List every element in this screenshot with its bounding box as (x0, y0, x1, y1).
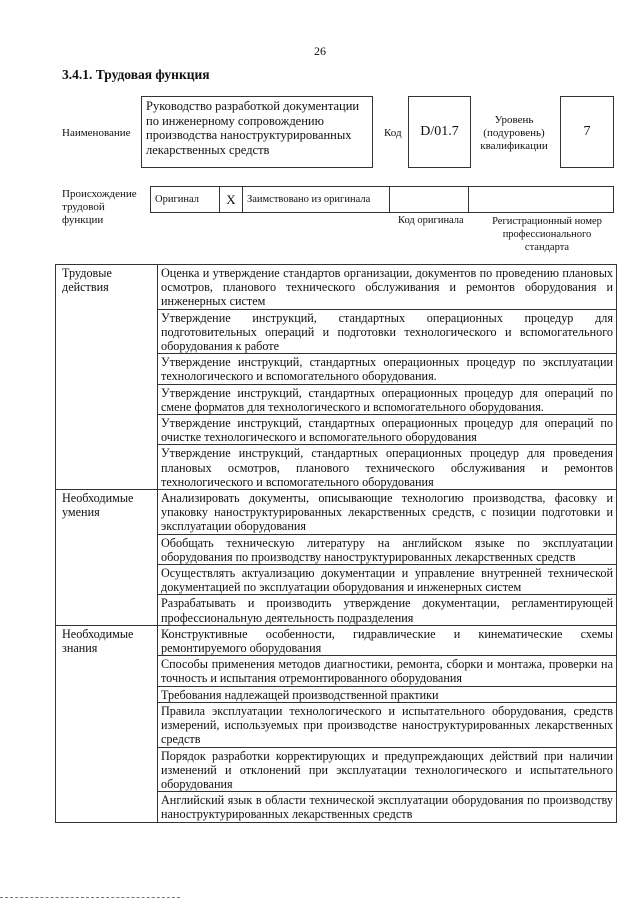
function-details-table (55, 264, 617, 823)
level-box (560, 96, 614, 168)
function-name-box (141, 96, 373, 168)
origin-borrowed: Заимствовано из оригинала (247, 194, 371, 205)
item-cell: Способы применения методов диагностики, ремонта, сборки и монтажа, проверки на точность и испытания отремонтированного оборудования (158, 656, 617, 686)
code-box (408, 96, 471, 168)
item-cell: Утверждение инструкций, стандартных операционных процедур для операций по очистке технологического и вспомогательного оборудования (158, 415, 617, 445)
item-cell: Утверждение инструкций, стандартных операционных процедур по эксплуатации технологического и вспомогательного оборудования. (158, 354, 617, 384)
category-cell: Необходимые знания (56, 625, 158, 822)
table-row (56, 265, 617, 310)
category-cell: Необходимые умения (56, 490, 158, 626)
item-cell: Утверждение инструкций, стандартных операционных процедур для подготовительных операций и подготовки технологического и вспомогательного оборудования к работе (158, 309, 617, 354)
level-value: 7 (583, 124, 591, 139)
item-cell: Осуществлять актуализацию документации и управление внутренней технической документацией по эксплуатации оборудования и инженерных систем (158, 565, 617, 595)
table-row (56, 625, 617, 655)
code-value: D/01.7 (420, 124, 459, 139)
page-number: 26 (314, 44, 326, 58)
item-cell: Обобщать техническую литературу на английском языке по эксплуатации оборудования по производству наноструктурированных лекарственных средств (158, 534, 617, 564)
item-cell: Конструктивные особенности, гидравлические и кинематические схемы ремонтируемого оборудования (158, 625, 617, 655)
item-cell: Утверждение инструкций, стандартных операционных процедур для операций по смене форматов для технологического и вспомогательного оборудования. (158, 384, 617, 414)
item-cell: Английский язык в области технической эксплуатации оборудования по производству наноструктурированных лекарственных средств (158, 792, 617, 822)
origin-original-cell (151, 187, 220, 213)
item-cell: Разрабатывать и производить утверждение документации, регламентирующей профессиональную деятельность подразделения (158, 595, 617, 625)
origin-original: Оригинал (155, 194, 199, 205)
item-cell: Утверждение инструкций, стандартных операционных процедур для проведения плановых осмотров, планового технического обслуживания и ремонтов технологического и вспомогательного оборудования (158, 445, 617, 490)
level-label: Уровень (подуровень) квалификации (480, 114, 548, 152)
category-cell: Трудовые действия (56, 265, 158, 490)
table-row (56, 490, 617, 535)
item-cell: Правила эксплуатации технологического и испытательного оборудования, средств измерений, используемых при производстве наноструктурированных лекарственных средств (158, 702, 617, 747)
code-label: Код (384, 127, 402, 139)
item-cell: Оценка и утверждение стандартов организации, документов по проведению плановых осмотров, планового технического обслуживания и ремонтов оборудования и инженерных систем (158, 265, 617, 310)
origin-mark: X (226, 191, 236, 207)
caption-code-original: Код оригинала (398, 215, 464, 226)
origin-borrowed-cell (243, 187, 390, 213)
item-cell: Требования надлежащей производственной практики (158, 686, 617, 702)
item-cell: Анализировать документы, описывающие технологию производства, фасовку и упаковку наноструктурированных лекарственных средств, с позиции подготовки и эксплуатации оборудования (158, 490, 617, 535)
name-label: Наименование (62, 127, 131, 139)
footer-scan-mark (0, 897, 180, 901)
caption-registration-number: Регистрационный номер профессионального стандарта (492, 216, 602, 253)
origin-code-cell (390, 187, 469, 213)
origin-mark-cell (220, 187, 243, 213)
section-title: 3.4.1. Трудовая функция (62, 67, 210, 82)
origin-reg-cell (469, 187, 614, 213)
origin-table (150, 186, 614, 213)
item-cell: Порядок разработки корректирующих и предупреждающих действий при наличии изменений и отклонений при эксплуатации технологического и испытательного оборудования (158, 747, 617, 792)
origin-label: Происхождение трудовой функции (62, 188, 137, 226)
function-name-value: Руководство разработкой документации по инженерному сопровождению производства наноструктурированных лекарственных средств (146, 99, 360, 157)
